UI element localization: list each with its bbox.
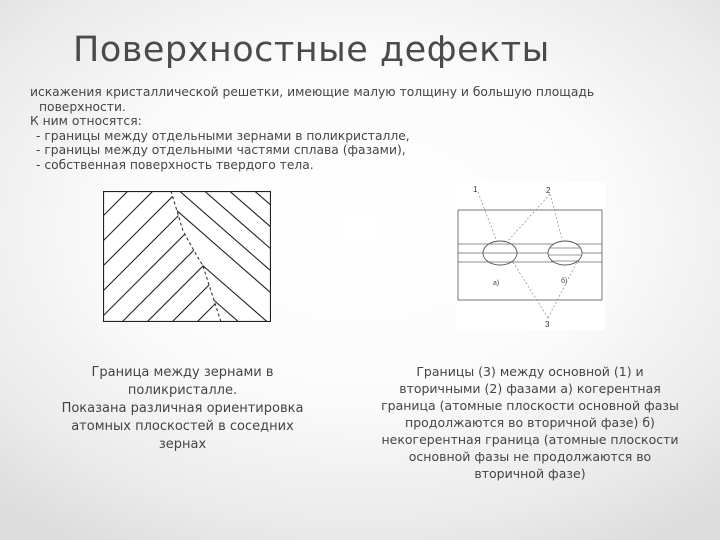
label-3: 3 (545, 320, 550, 329)
caption-line: некогерентная граница (атомные плоскости (381, 432, 679, 447)
list-item: - границы между отдельными зернами в поликристалле, (36, 128, 410, 143)
phase-boundary-caption (372, 363, 688, 482)
caption-line: вторичной фазе) (474, 466, 586, 481)
slide-title: Поверхностные дефекты (73, 30, 550, 70)
phase-boundary-figure (455, 182, 605, 330)
caption-line: Граница между зернами в (91, 365, 274, 380)
list-item: - границы между отдельными частями сплава (фазами), (36, 143, 406, 157)
label-1: 1 (473, 185, 478, 194)
caption-line: продолжаются во вторичной фазе) б) (405, 415, 655, 430)
caption-line: Границы (3) между основной (1) и (416, 364, 644, 379)
secondary-phase-b (548, 241, 582, 265)
definition-line-1: искажения кристаллической решетки, имеющие малую толщину и большую площадь (30, 85, 595, 99)
caption-line: атомных плоскостей в соседних (71, 419, 294, 434)
label-2: 2 (546, 186, 551, 195)
caption-line: граница (атомные плоскости основной фазы (381, 398, 679, 413)
definition-line-2: поверхности. (39, 99, 126, 114)
caption-line: поликристалле. (127, 383, 238, 398)
caption-line: основной фазы не продолжаются во (408, 449, 652, 464)
grain-boundary-caption (60, 364, 305, 454)
label-a: а) (493, 280, 500, 287)
caption-line: вторичными (2) фазами а) когерентная (399, 381, 661, 396)
body-text (30, 85, 670, 172)
caption-line: зернах (158, 437, 207, 452)
label-b: б) (561, 278, 568, 285)
list-item: - собственная поверхность твердого тела. (36, 157, 314, 172)
caption-line: Показана различная ориентировка (61, 401, 304, 416)
list-intro: К ним относятся: (30, 114, 142, 128)
grain-boundary-figure (103, 191, 271, 322)
